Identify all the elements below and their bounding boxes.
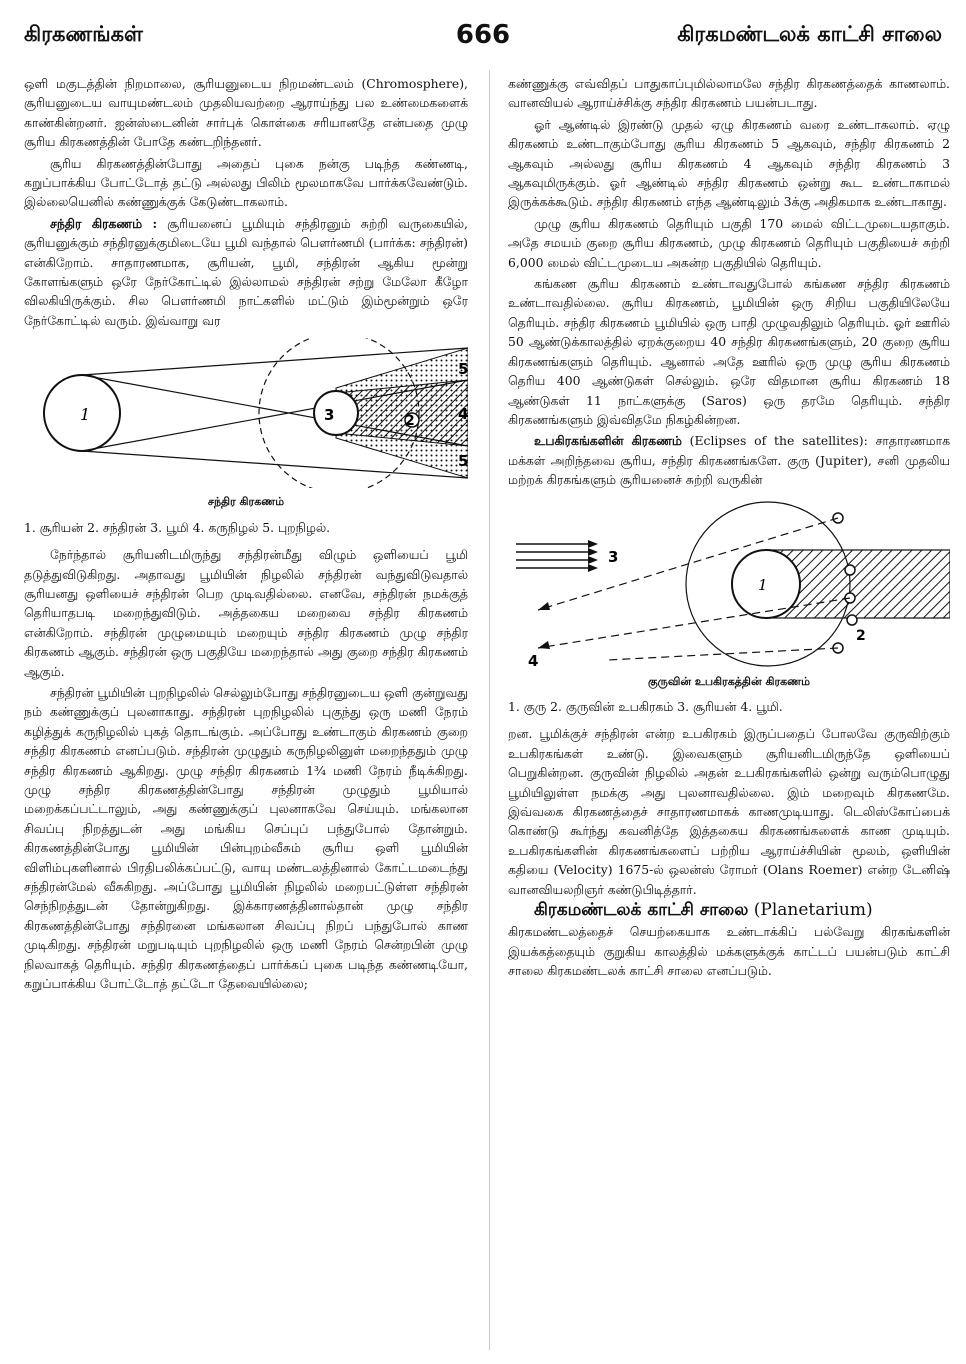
- label-earth: 3: [324, 406, 335, 425]
- section-heading-lunar-eclipse: சந்திர கிரகணம் :: [50, 215, 158, 231]
- page-header: [0, 0, 966, 60]
- right-column: [508, 74, 950, 983]
- label-earth: 4: [528, 651, 539, 668]
- lunar-eclipse-diagram: [24, 338, 468, 488]
- paragraph: கிரகமண்டலத்தைச் செயற்கையாக உண்டாக்கிப் பல்வேறு கிரகங்களின் இயக்கத்தையும் குறுகிய காலத்தில் மக்களுக்குக் காட்டப் பயன்படும் காட்சி சாலை கிரகமண்டலக் காட்சி சாலை எனப்படும்.: [508, 924, 950, 979]
- left-column: [24, 74, 468, 995]
- running-head-right: கிரகமண்டலக் காட்சி சாலை: [677, 22, 942, 46]
- figure-legend: 1. குரு 2. குருவின் உபகிரகம் 3. சூரியன் 4. பூமி.: [508, 698, 783, 714]
- paragraph: முழு சூரிய கிரகணம் தெரியும் பகுதி 170 மைல் விட்டமுடையதாகும். அதே சமயம் குறை சூரிய கிரகணம், முழு கிரகணம் தெரியும் பகுதியைச் சுற்றி 6,000 மைல் விட்டமுடைய அகன்ற பகுதியில் தெரியும்.: [508, 215, 950, 270]
- paragraph: றன. பூமிக்குச் சந்திரன் என்ற உபகிரகம் இருப்பதைப் போலவே குருவிற்கும் உபகிரகங்கள் உண்டு. இவைகளும் சூரியனிடமிருந்தே ஒளியைப் பெறுகின்றன. குருவின் நிழலில் அதன் உபகிரகங்களில் ஒன்று வரும்பொழுது பூமியிலுள்ள நமக்கு அது புலனாவதில்லை. இம் மறைவும் கிரகணமே. இவ்வகை கிரகணத்தைச் சாதாரணமாகக் காணமுடியாது. டெலிஸ்கோப்பைக் கொண்டு கூர்ந்து கவனித்தே இத்தகைய கிரகணங்களைக் காண முடியும். உபகிரகங்களின் கிரகணங்களைப் பற்றிய ஆராய்ச்சியின் மூலம், ஒளியின் கதியை (Velocity) 1675-ல் ஒலன்ஸ் ரோமர் (Olans Roemer) என்ற டேனிஷ் வானவியலறிஞர் கண்டுபிடித்தார்.: [508, 726, 950, 897]
- label-umbra: 4: [458, 405, 468, 424]
- label-penumbra-bottom: 5: [458, 452, 468, 471]
- column-divider: [489, 70, 490, 1350]
- paragraph: சந்திரன் பூமியின் புறநிழலில் செல்லும்போது சந்திரனுடைய ஒளி குன்றுவது நம் கண்ணுக்குப் புலனாகாது. சந்திரன் புறநிழலில் புகுந்து ஒரு மணி நேரம் கழித்துக் கருநிழலில் புகத் தொடங்கும். அப்போது உண்டாகும் கிரகணம் குறை சந்திர கிரகணம் எனப்படும். சந்திரன் முழுதும் கருநிழலினுள் மறைந்ததும் முழு சந்திர கிரகணம் ஆகிறது. முழு சந்திர கிரகணம் 1¾ மணி நேரம் நீடிக்கிறது. முழு சந்திர கிரகணத்தின்போது சந்திரன் முழுதும் பூமியால் மறைக்கப்பட்டாலும், அது கண்ணுக்குப் புலனாகவே செய்யும். மங்கலான சிவப்பு நிறத்துடன் அது மங்கிய செப்புப் பந்துபோல் தோன்றும். கிரகணத்தின்போது பூமியின் பின்புறம்வீசும் சூரிய ஒளி பூமியின் விளிம்புகளினால் பிரதிபலிக்கப்பட்டு, வாயு மண்டலத்தினால் கோட்டமடைந்து சந்திரன்மேல் வீசுகிறது. அப்போது பூமியின் நிழலில் மறைபட்டுள்ள சந்திரன் செந்நிறத்துடன் தோன்றுகிறது. இக்காரணத்தினால்தான் முழு சந்திர கிரகணத்தின்போது சந்திரனை மங்கலான சிவப்பு நிறப் பந்துபோல் காண முடிகிறது. சந்திரன் மறுபடியும் புறநிழலில் ஒரு மணி நேரம் சென்றபின் முழு நிலவாகத் தெரியும். சந்திர கிரகணத்தைப் பார்க்கப் புகை படிந்த கண்ணடியோ, கறுப்பாக்கிய போட்டோத் தட்டோ தேவையில்லை;: [24, 684, 468, 992]
- label-penumbra-top: 5: [458, 360, 468, 379]
- paragraph: ஓர் ஆண்டில் இரண்டு முதல் ஏழு கிரகணம் வரை உண்டாகலாம். ஏழு கிரகணம் உண்டாகும்போது சூரிய கிரகணம் 5 ஆகவும், சந்திர கிரகணம் 2 ஆகவும் அல்லது சூரிய கிரகணம் 4 ஆகவும் சந்திர கிரகணம் 3 ஆகவுமிருக்கும். ஓர் ஆண்டில் சந்திர கிரகணம் ஒன்று கூட உண்டாகாமல் இருக்கக்கூடும். சந்திர கிரகணம் எந்த ஆண்டிலும் 3க்கு அதிகமாக உண்டாகாது.: [508, 116, 950, 210]
- figure-caption: சந்திர கிரகணம்: [207, 495, 285, 509]
- figure-legend: 1. சூரியன் 2. சந்திரன் 3. பூமி 4. கருநிழல் 5. புறநிழல்.: [24, 519, 331, 535]
- paragraph: நேர்ந்தால் சூரியனிடமிருந்து சந்திரன்மீது விழும் ஒளியைப் பூமி தடுத்துவிடுகிறது. அதாவது பூமியின் நிழலில் சந்திரன் வந்துவிடுவதால் சூரியனது ஒளியைச் சந்திரன் பெற முடிவதில்லை. எனவே, சந்திரன் நமக்குத் தெரியாதபடி மறைந்துவிடும். அத்தகைய மறைவை சந்திர கிரகணம் என்கிறோம். சந்திரன் முழுமையும் மறையும் சந்திர கிரகணம் முழு சந்திர கிரகணம் ஆகும். சந்திரன் ஒரு பகுதியே மறைந்தால் அது குறை சந்திர கிரகணம் ஆகும்.: [24, 547, 468, 679]
- section-heading-satellite-eclipses: உபகிரகங்களின் கிரகணம்: [534, 433, 682, 449]
- paragraph: கண்ணுக்கு எவ்விதப் பாதுகாப்புமில்லாமலே சந்திர கிரகணத்தைக் காணலாம். வானவியல் ஆராய்ச்சிக்கு சந்திர கிரகணம் பயன்படாது.: [508, 76, 950, 111]
- paragraph: சூரிய கிரகணத்தின்போது அதைப் புகை நன்கு படிந்த கண்ணடி, கறுப்பாக்கிய போட்டோத் தட்டு அல்லது பிலிம் மூலமாகவே பார்க்கவேண்டும். இல்லையெனில் கண்ணுக்குக் கேடுண்டாகலாம்.: [24, 155, 468, 210]
- label-sun: 3: [608, 547, 619, 566]
- section-heading-planetarium: கிரகமண்டலக் காட்சி சாலை: [534, 900, 749, 920]
- label-sun: 1: [80, 405, 91, 425]
- paragraph: உபகிரகங்களின் கிரகணம் (Eclipses of the satellites): சாதாரணமாக மக்கள் அறிந்தவை சூரிய, சந்திர கிரகணங்களே. குரு (Jupiter), சனி முதலிய மற்றக் கிரகங்களும் சூரியனைச் சுற்றி வருகின்: [508, 433, 950, 488]
- label-jupiter: 1: [758, 575, 768, 594]
- satellite-circle: [847, 615, 857, 625]
- label-satellite: 2: [856, 627, 866, 644]
- page-number: 666: [455, 20, 511, 50]
- jupiter-satellite-eclipse-diagram: [508, 498, 950, 668]
- earth-circle: [314, 391, 358, 435]
- paragraph: ஒளி மகுடத்தின் நிறமாலை, சூரியனுடைய நிறமண்டலம் (Chromosphere), சூரியனுடைய வாயுமண்டலம் முதலியவற்றை ஆராய்ந்து பல உண்மைகளைக் காண்கின்றனர். ஐன்ஸ்டைனின் சார்புக் கொள்கை சரியானதே என்பதை முழு சூரிய கிரகணத்தின் போதே கண்டறிந்தனர்.: [24, 76, 468, 150]
- running-head-left: கிரகணங்கள்: [24, 22, 143, 46]
- paragraph: சந்திர கிரகணம் : சூரியனைப் பூமியும் சந்திரனும் சுற்றி வருகையில், சூரியனுக்கும் சந்திரனுக்குமிடையே பூமி வந்தால் பௌர்ணமி (பார்க்க: சந்திரன்) என்கிறோம். சாதாரணமாக, சூரியன், பூமி, சந்திரன் ஆகிய மூன்று கோளங்களும் ஒரே நேர்கோட்டில் இல்லாமல் சந்திரன் சற்று மேலோ கீழோ விலகியிருக்கும். சில பௌர்ணமி நாட்களில் மட்டும் இம்மூன்றும் ஒரே நேர்கோட்டில் வரும். இவ்வாறு வர: [24, 215, 468, 328]
- paragraph: கிரகமண்டலக் காட்சி சாலை (Planetarium): [534, 900, 873, 920]
- figure-caption: குருவின் உபகிரகத்தின் கிரகணம்: [647, 674, 811, 688]
- paragraph: கங்கண சூரிய கிரகணம் உண்டாவதுபோல் கங்கண சந்திர கிரகணம் உண்டாவதில்லை. சூரிய கிரகணம், பூமியின் ஒரு சிறிய பகுதியிலேயே தெரியும். சந்திர கிரகணம் பூமியில் ஒரு பாதி முழுவதிலும் தெரியும். ஓர் ஊரில் 50 ஆண்டுக்காலத்தில் ஏறக்குறைய 40 சந்திர கிரகணங்களும், 20 குறை சூரிய கிரகணங்களும் தெரியும். ஆனால் அதே ஊரில் ஒரு முழு சூரிய கிரகணம் தெரிய 400 ஆண்டுகள் செல்லும். ஒரே விதமான சூரிய கிரகணம் 18 ஆண்டுகள் 11 நாட்களுக்கு (Saros) ஒரு தரமே தெரியும். சந்திர கிரகணங்களும் இவ்விதமே நிகழ்கின்றன.: [508, 276, 950, 427]
- label-moon: 2: [405, 413, 415, 430]
